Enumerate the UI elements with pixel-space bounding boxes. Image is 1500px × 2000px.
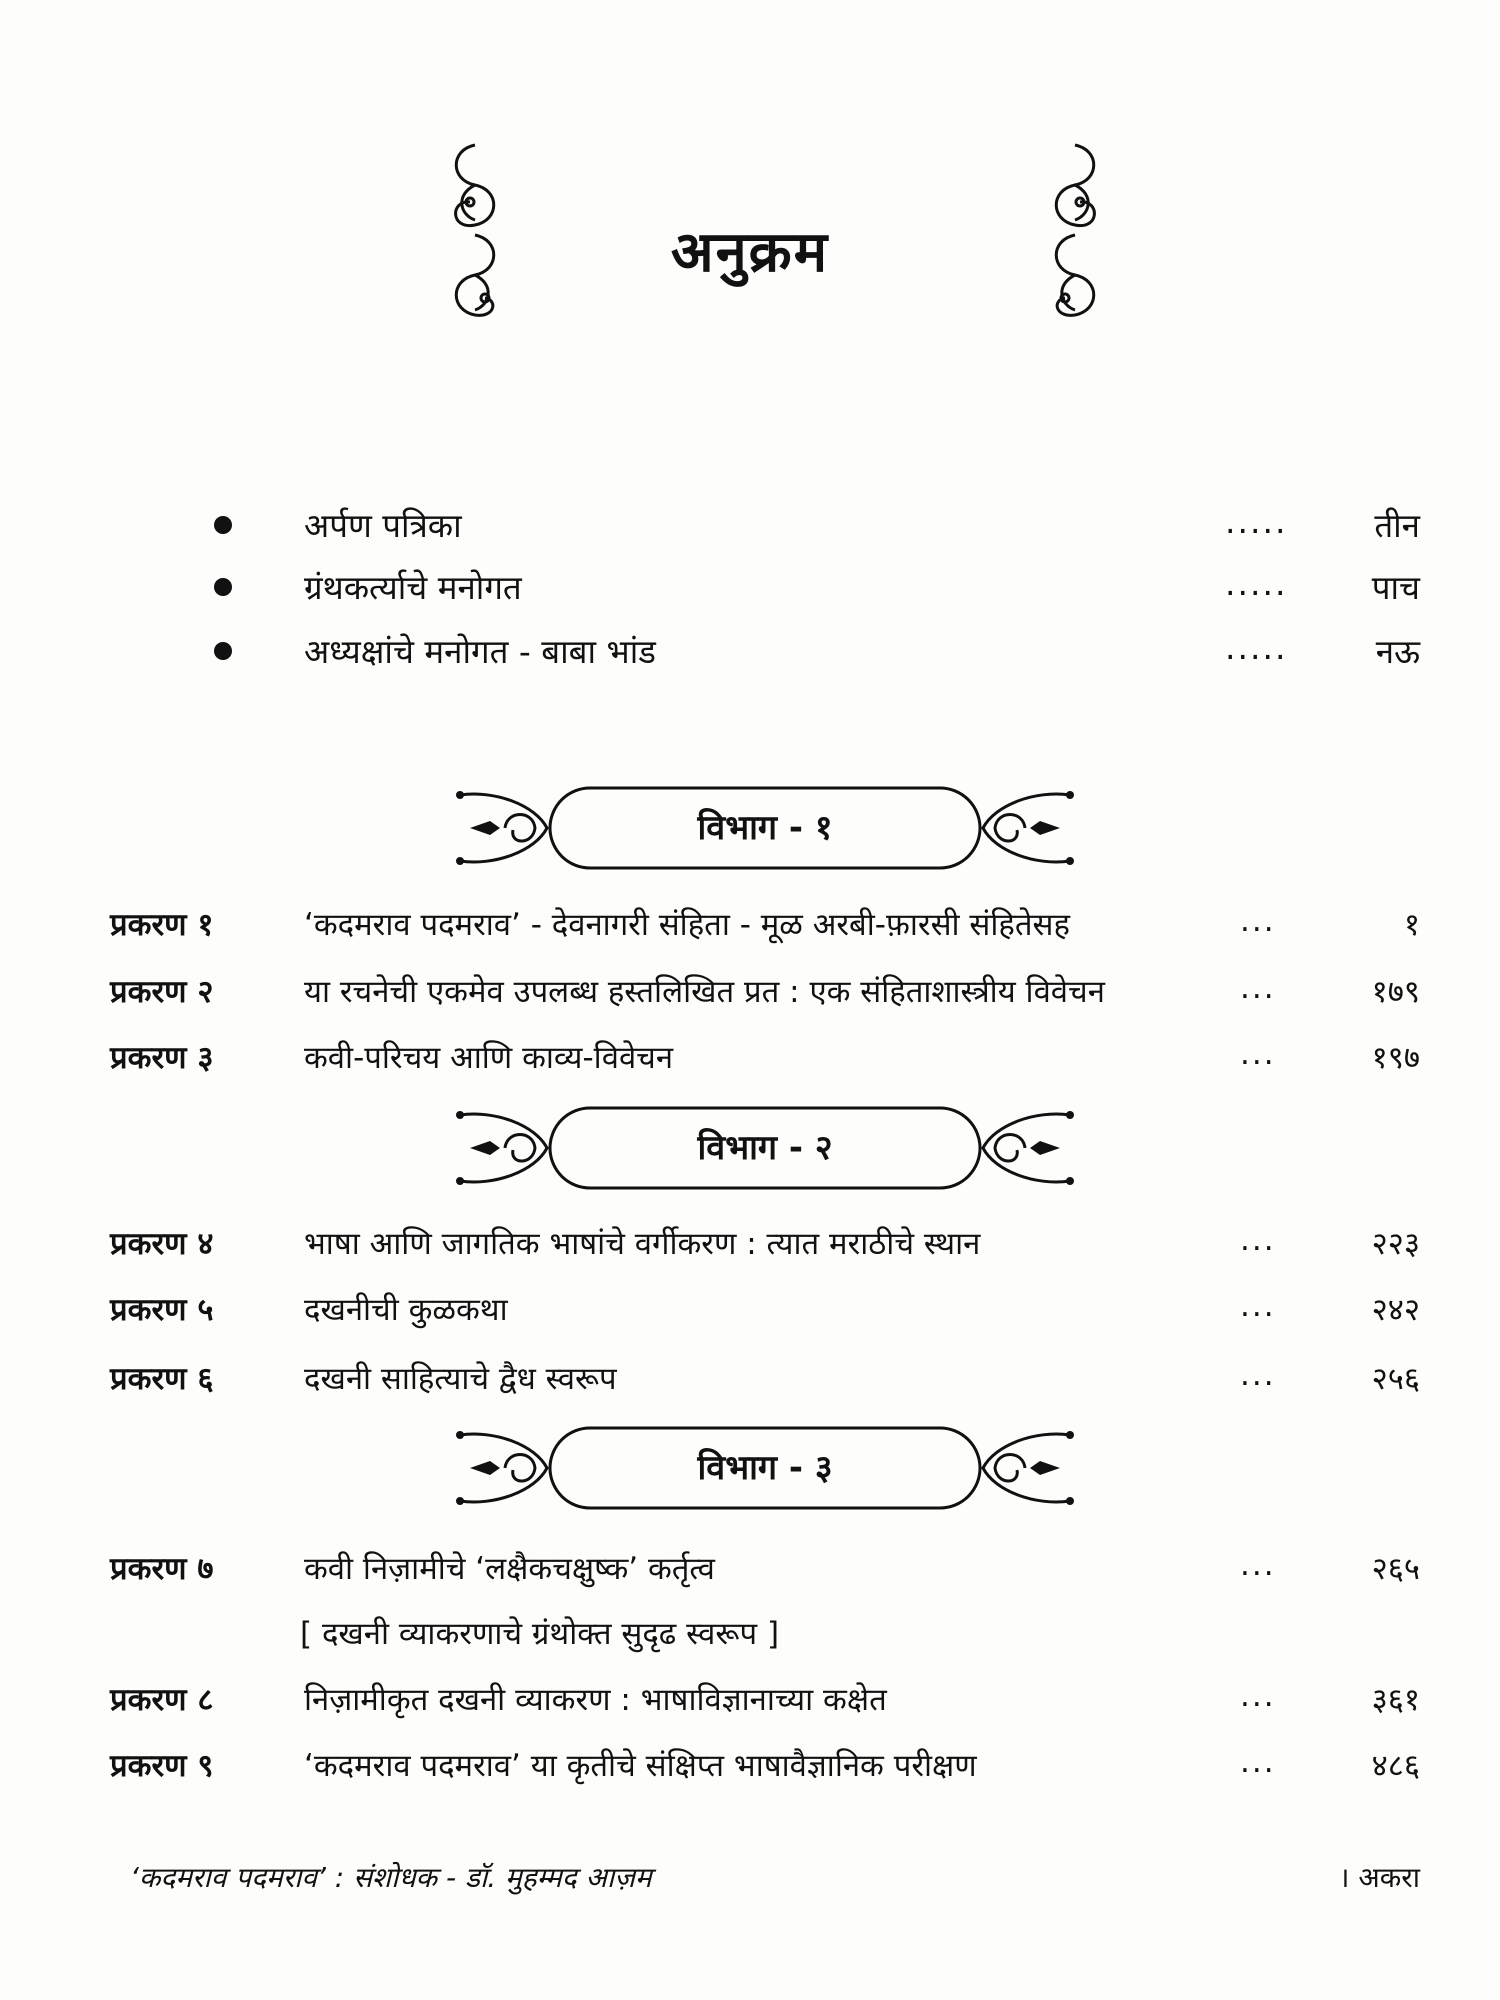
chapter-title: या रचनेची एकमेव उपलब्ध हस्तलिखित प्रत : एक संहिताशास्त्रीय विवेचन [304,974,1105,1010]
chapter-number: प्रकरण ४ [110,1226,214,1262]
chapter-title: कवी-परिचय आणि काव्य-विवेचन [304,1040,674,1076]
page-number: ४८६ [1371,1748,1420,1784]
page-number: २६५ [1371,1551,1420,1587]
page-number: पाच [1371,568,1420,607]
leader-dots: ..... [1225,628,1288,667]
bullet-icon [214,516,232,534]
chapter-row [110,1744,1420,1794]
page-title: अनुक्रम [670,220,830,285]
page-number: १९७ [1371,1040,1420,1076]
front-matter-item [200,564,1420,614]
chapter-row [110,1222,1420,1272]
section-banner-3 [455,1425,1075,1511]
footer-book-credit: ‘कदमराव पदमराव’ : संशोधक - डॉ. मुहम्मद आज़म [130,1861,652,1894]
chapter-title: भाषा आणि जागतिक भाषांचे वर्गीकरण : त्यात मराठीचे स्थान [304,1226,981,1262]
chapter-title: ‘कदमराव पदमराव’ - देवनागरी संहिता - मूळ अरबी-फ़ारसी संहितेसह [304,907,1070,943]
page-number: १ [1403,907,1420,943]
front-matter-label: अर्पण पत्रिका [304,506,462,545]
leader-dots: ... [1240,1678,1276,1714]
footer-page-number: । अकरा [1338,1861,1420,1894]
section-label: विभाग - १ [697,808,833,848]
section-banner-2 [455,1105,1075,1191]
chapter-title: दखनी साहित्याचे द्वैध स्वरूप [304,1361,617,1397]
front-matter-item [200,502,1420,552]
chapter-number: प्रकरण १ [110,907,214,943]
front-matter-label: अध्यक्षांचे मनोगत - बाबा भांड [304,632,656,671]
chapter-row [110,903,1420,953]
section-label: विभाग - ३ [697,1448,833,1488]
chapter-row [110,1357,1420,1407]
chapter-number: प्रकरण ३ [110,1040,214,1076]
page-number: तीन [1374,506,1420,545]
leader-dots: ... [1240,1036,1276,1072]
page-number: नऊ [1375,632,1420,671]
section-label: विभाग - २ [697,1128,833,1168]
chapter-row [110,1036,1420,1086]
chapter-number: प्रकरण ६ [110,1361,214,1397]
leader-dots: ..... [1225,564,1288,603]
leader-dots: ... [1240,1222,1276,1258]
chapter-row [110,1288,1420,1338]
chapter-number: प्रकरण ८ [110,1682,214,1718]
chapter-number: प्रकरण ९ [110,1748,214,1784]
chapter-title: ‘कदमराव पदमराव’ या कृतीचे संक्षिप्त भाषावैज्ञानिक परीक्षण [304,1748,977,1784]
bullet-icon [214,642,232,660]
chapter-subtitle: [ दखनी व्याकरणाचे ग्रंथोक्त सुदृढ स्वरूप ] [300,1616,780,1652]
chapter-title: दखनीची कुळकथा [304,1292,508,1328]
leader-dots: ... [1240,1288,1276,1324]
page-number: १७९ [1371,974,1420,1010]
page-number: ३६१ [1371,1682,1420,1718]
leader-dots: ... [1240,1357,1276,1393]
leader-dots: ... [1240,1547,1276,1583]
chapter-number: प्रकरण ५ [110,1292,214,1328]
chapter-row [110,1678,1420,1728]
leader-dots: ..... [1225,502,1288,541]
leader-dots: ... [1240,970,1276,1006]
chapter-row [110,970,1420,1020]
page-number: २२३ [1371,1226,1420,1262]
leader-dots: ... [1240,903,1276,939]
chapter-number: प्रकरण ७ [110,1551,214,1587]
chapter-title: कवी निज़ामीचे ‘लक्षैकचक्षुष्क’ कर्तृत्व [304,1551,715,1587]
bullet-icon [214,578,232,596]
section-banner-1 [455,785,1075,871]
chapter-number: प्रकरण २ [110,974,214,1010]
chapter-title: निज़ामीकृत दखनी व्याकरण : भाषाविज्ञानाच्या कक्षेत [304,1682,887,1718]
leader-dots: ... [1240,1744,1276,1780]
front-matter-item [200,628,1420,678]
page-number: २५६ [1371,1361,1420,1397]
chapter-row [110,1547,1420,1597]
page-number: २४२ [1371,1292,1420,1328]
front-matter-label: ग्रंथकर्त्याचे मनोगत [304,568,522,607]
